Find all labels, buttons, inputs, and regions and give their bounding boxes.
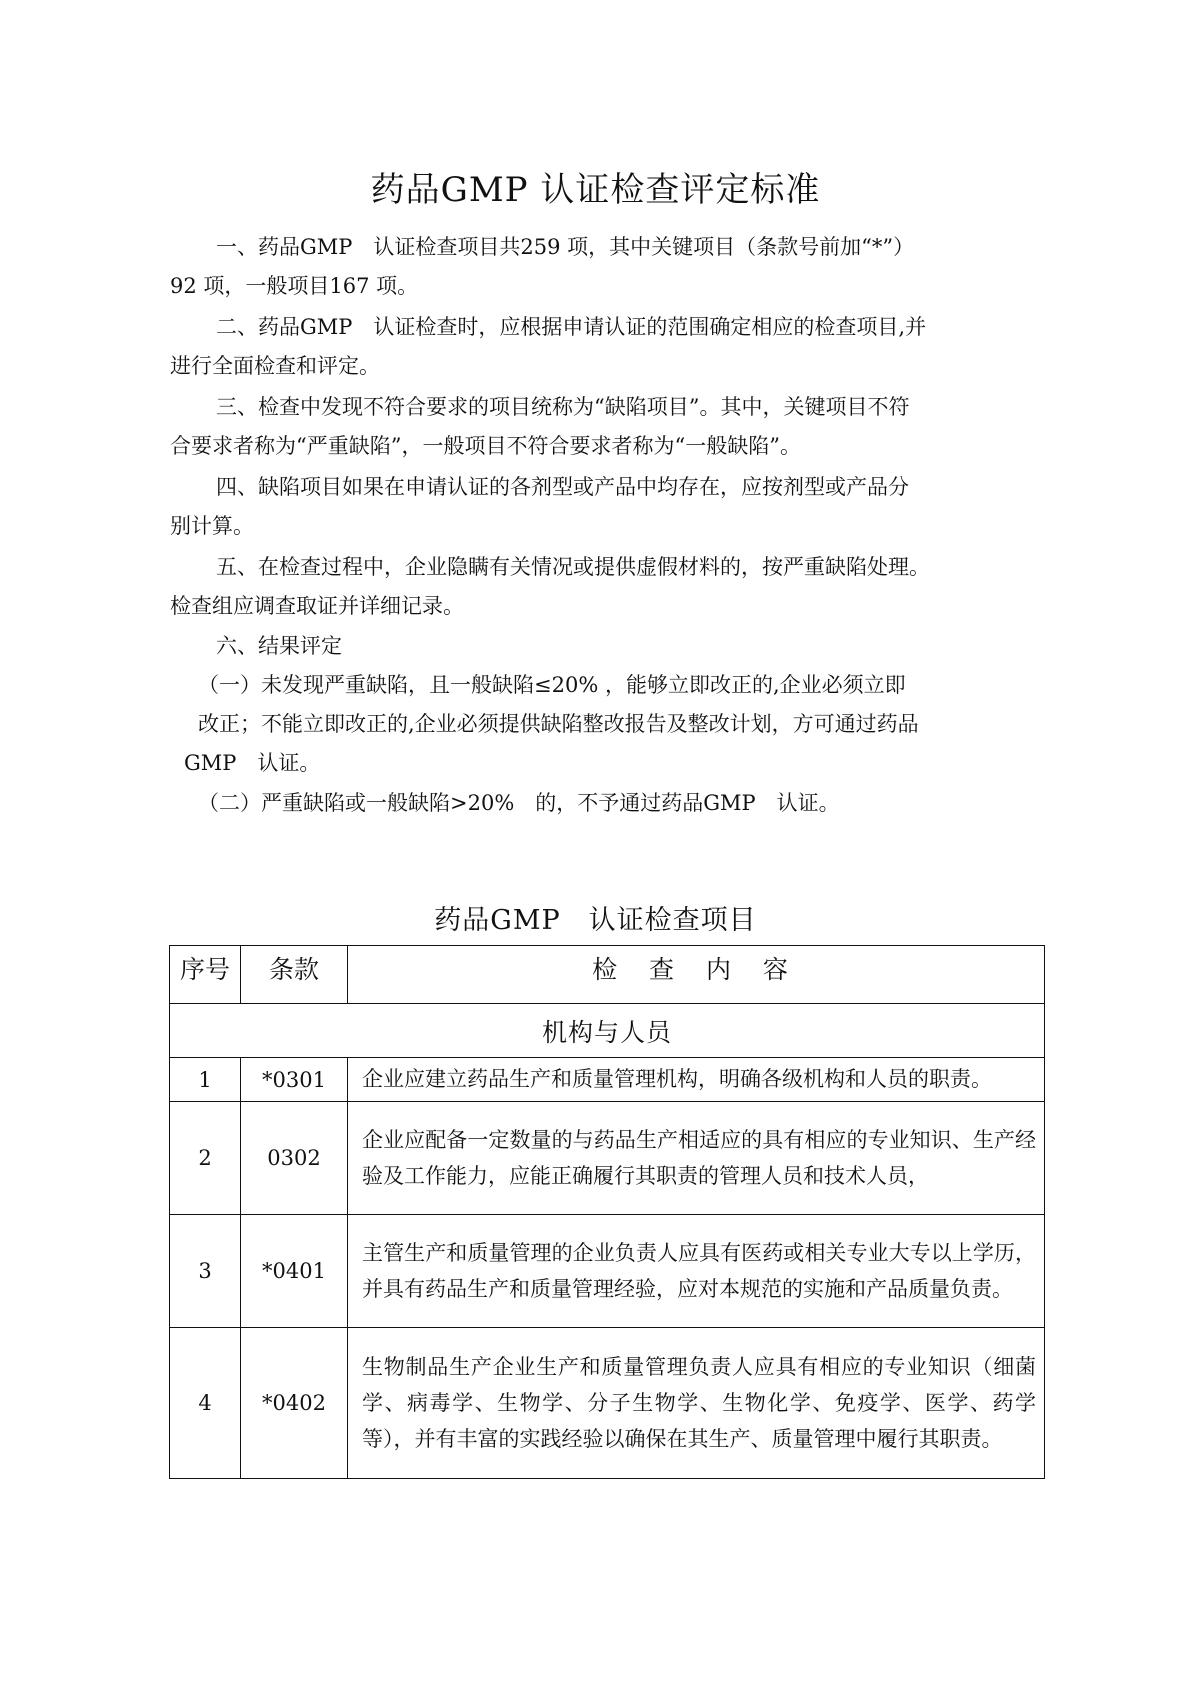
paragraph-line: GMP 认证。: [184, 751, 321, 775]
cell-no: 4: [170, 1328, 241, 1479]
header-clause: 条款: [241, 946, 348, 1004]
paragraph-line: 改正；不能立即改正的,企业必须提供缺陷整改报告及整改计划，方可通过药品: [198, 712, 919, 736]
cell-content: 主管生产和质量管理的企业负责人应具有医药或相关专业大专以上学历，并具有药品生产和质量管理经验，应对本规范的实施和产品质量负责。: [348, 1215, 1045, 1328]
section-row: [170, 1004, 1045, 1058]
cell-no: 1: [170, 1058, 241, 1102]
paragraph-line: （一）未发现严重缺陷，且一般缺陷≤20% ，能够立即改正的,企业必须立即: [198, 673, 906, 697]
document-title: 药品GMP 认证检查评定标准: [370, 170, 821, 210]
paragraph-line: 一、药品GMP 认证检查项目共259 项，其中关键项目（条款号前加“*”）: [216, 235, 915, 259]
paragraph-line: 五、在检查过程中，企业隐瞒有关情况或提供虚假材料的，按严重缺陷处理。: [216, 555, 930, 579]
header-content: 检 查 内 容: [348, 946, 1045, 1004]
cell-clause: *0401: [241, 1215, 348, 1328]
section-heading: 机构与人员: [170, 1004, 1045, 1058]
cell-no: 2: [170, 1102, 241, 1215]
table-header-row: [170, 946, 1045, 1004]
cell-content: 生物制品生产企业生产和质量管理负责人应具有相应的专业知识（细菌学、病毒学、生物学、分子生物学、生物化学、免疫学、医学、药学等），并有丰富的实践经验以确保在其生产、质量管理中履行其职责。: [348, 1328, 1045, 1479]
cell-content: 企业应配备一定数量的与药品生产相适应的具有相应的专业知识、生产经验及工作能力，应能正确履行其职责的管理人员和技术人员，: [348, 1102, 1045, 1215]
paragraph-line: 别计算。: [170, 514, 254, 538]
paragraph-line: 合要求者称为“严重缺陷”，一般项目不符合要求者称为“一般缺陷”。: [170, 434, 801, 458]
cell-clause: *0402: [241, 1328, 348, 1479]
paragraph-3: [170, 388, 1010, 466]
table-title: 药品GMP 认证检查项目: [434, 905, 757, 936]
paragraph-line: 四、缺陷项目如果在申请认证的各剂型或产品中均存在，应按剂型或产品分: [216, 475, 909, 499]
paragraph-line: 检查组应调查取证并详细记录。: [170, 594, 464, 618]
paragraph-8: [170, 784, 1010, 823]
table-row: [170, 1102, 1045, 1215]
cell-clause: *0301: [241, 1058, 348, 1102]
paragraph-7: [170, 666, 1010, 783]
paragraph-line: （二）严重缺陷或一般缺陷>20% 的，不予通过药品GMP 认证。: [198, 791, 840, 815]
paragraph-line: 三、检查中发现不符合要求的项目统称为“缺陷项目”。其中，关键项目不符: [216, 395, 910, 419]
header-no: 序号: [170, 946, 241, 1004]
paragraph-line: 六、结果评定: [216, 634, 342, 658]
paragraph-4: [170, 468, 1010, 546]
paragraph-line: 二、药品GMP 认证检查时，应根据申请认证的范围确定相应的检查项目,并: [216, 315, 927, 339]
cell-content: 企业应建立药品生产和质量管理机构，明确各级机构和人员的职责。: [348, 1058, 1045, 1102]
cell-no: 3: [170, 1215, 241, 1328]
inspection-items-table: [169, 945, 1045, 1479]
table-row: [170, 1215, 1045, 1328]
paragraph-line: 进行全面检查和评定。: [170, 354, 380, 378]
paragraph-line: 92 项，一般项目167 项。: [170, 274, 419, 298]
table-row: [170, 1058, 1045, 1102]
paragraph-1: [170, 228, 1010, 306]
cell-clause: 0302: [241, 1102, 348, 1215]
paragraph-6: [170, 627, 1010, 666]
table-row: [170, 1328, 1045, 1479]
paragraph-5: [170, 548, 1010, 626]
paragraph-2: [170, 308, 1010, 386]
